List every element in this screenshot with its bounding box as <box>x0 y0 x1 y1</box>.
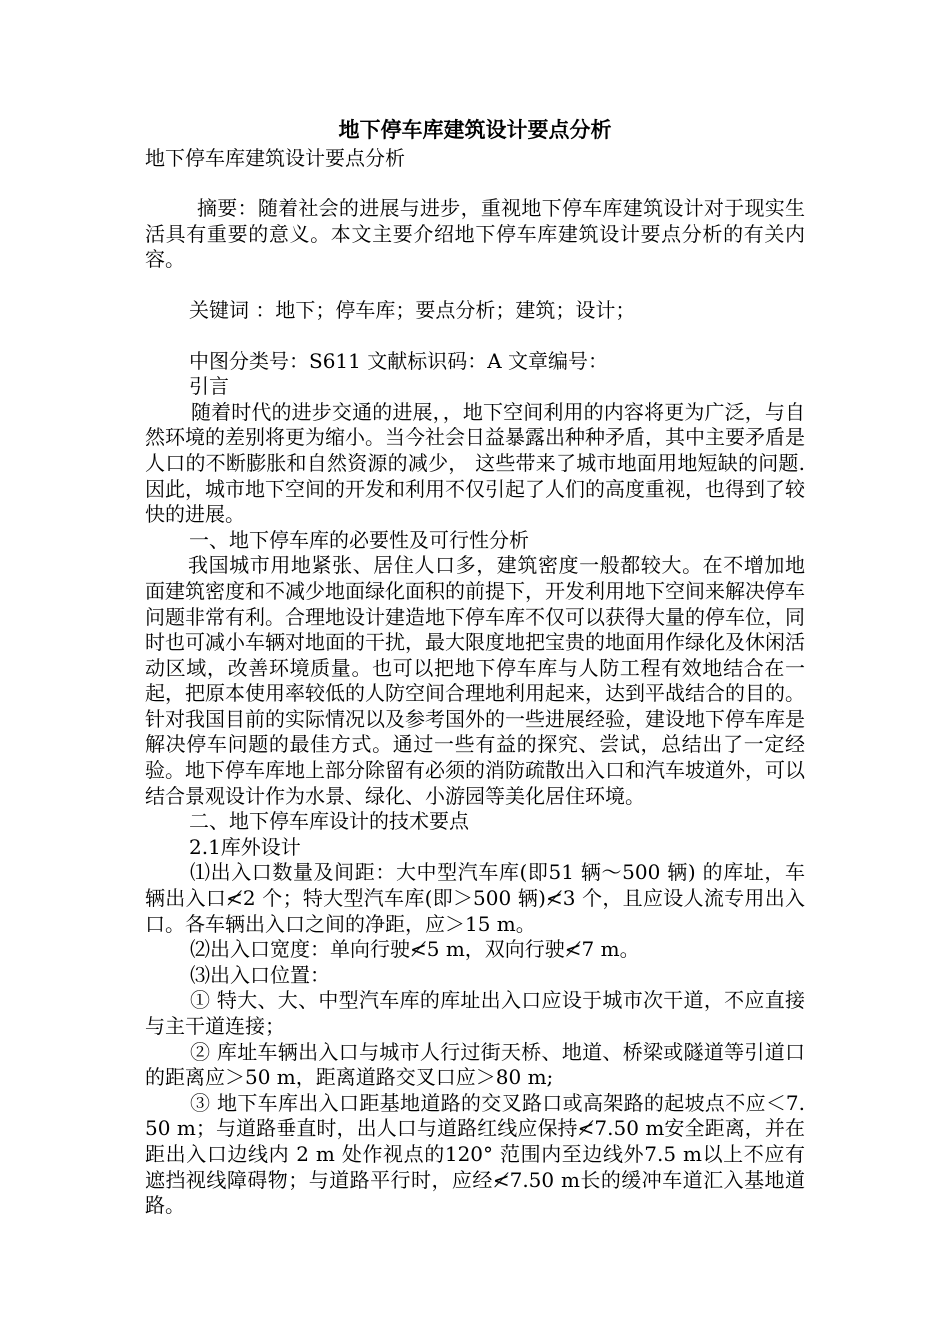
sub-point-2: ② 库址车辆出入口与城市人行过街天桥、地道、桥梁或隧道等引道口的距离应＞50 m，距离道路交叉口应＞80 m; <box>145 1039 805 1090</box>
intro-paragraph: 随着时代的进步交通的进展，，地下空间利用的内容将更为广泛，与自然环境的差别将更为缩小。当今社会日益暴露出种种矛盾，其中主要矛盾是人口的不断膨胀和自然资源的减少， 这些带来了城市地面用地短缺的问题.因此，城市地下空间的开发和利用不仅引起了人们的高度重视，也得到了较快的进展。 <box>145 399 805 527</box>
spacer <box>145 324 805 349</box>
subsection-2-1-heading: 2.1库外设计 <box>189 834 301 859</box>
document-page <box>145 118 805 1219</box>
section-2-heading: 二、地下停车库设计的技术要点 <box>189 809 469 834</box>
keywords-line: 关键词 ：地下；停车库；要点分析；建筑；设计； <box>189 297 636 322</box>
spacer <box>145 273 805 298</box>
list-item-3: ⑶出入口位置： <box>190 962 330 987</box>
document-subtitle: 地下停车库建筑设计要点分析 <box>145 145 405 170</box>
list-item-1: ⑴出入口数量及间距：大中型汽车库(即51 辆～500 辆) 的库址，车辆出入口≮2 个；特大型汽车库(即＞500 辆)≮3 个，且应设人流专用出入口。各车辆出入口之间的净距，应＞15 m。 <box>145 860 805 936</box>
sub-point-3: ③ 地下车库出入口距基地道路的交叉路口或高架路的起坡点不应＜7.50 m；与道路垂直时，出人口与道路红线应保持≮7.50 m安全距离，并在距出入口边线内 2 m 处作视点的120° 范围内至边线外7.5 m以上不应有遮挡视线障碍物；与道路平行时，应经≮7.50 m长的缓冲车道汇入基地道路。 <box>145 1090 805 1218</box>
section-1-heading: 一、地下停车库的必要性及可行性分析 <box>189 527 529 552</box>
list-item-2: ⑵出入口宽度：单向行驶≮5 m，双向行驶≮7 m。 <box>190 937 640 962</box>
classification-line: 中图分类号：S611 文献标识码：A 文章编号： <box>189 348 609 373</box>
abstract-paragraph: 摘要：随着社会的进展与进步，重视地下停车库建筑设计对于现实生活具有重要的意义。本文主要介绍地下停车库建筑设计要点分析的有关内容。 <box>145 196 805 272</box>
section-1-paragraph: 我国城市用地紧张、居住人口多，建筑密度一般都较大。在不增加地面建筑密度和不减少地面绿化面积的前提下，开发利用地下空间来解决停车问题非常有利。合理地设计建造地下停车库不仅可以获得大量的停车位，同时也可减小车辆对地面的干扰，最大限度地把宝贵的地面用作绿化及休闲活动区域，改善环境质量。也可以把地下停车库与人防工程有效地结合在一起，把原本使用率较低的人防空间合理地利用起来，达到平战结合的目的。针对我国目前的实际情况以及参考国外的一些进展经验，建设地下停车库是解决停车问题的最佳方式。通过一些有益的探究、尝试，总结出了一定经验。地下停车库地上部分除留有必须的消防疏散出入口和汽车坡道外，可以结合景观设计作为水景、绿化、小游园等美化居住环境。 <box>145 553 805 808</box>
document-title: 地下停车库建筑设计要点分析 <box>338 118 612 142</box>
intro-heading: 引言 <box>189 374 229 399</box>
sub-point-1: ① 特大、大、中型汽车库的库址出入口应设于城市次干道，不应直接与主干道连接； <box>145 988 805 1038</box>
spacer <box>145 171 805 196</box>
